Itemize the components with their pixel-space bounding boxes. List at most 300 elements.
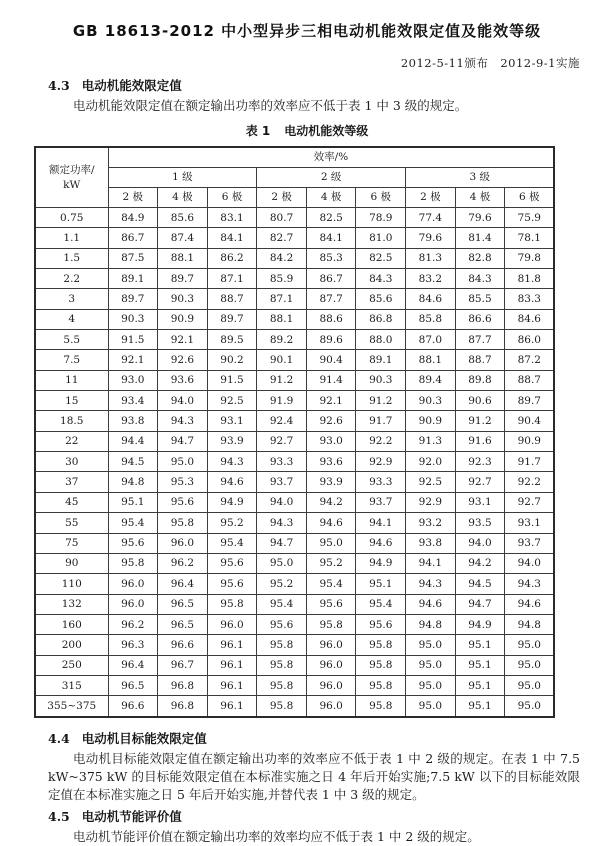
efficiency-cell: 95.1: [455, 655, 505, 675]
efficiency-cell: 93.1: [207, 411, 257, 431]
efficiency-cell: 90.9: [505, 431, 555, 451]
efficiency-cell: 93.9: [207, 431, 257, 451]
efficiency-cell: 94.6: [356, 533, 406, 553]
efficiency-cell: 94.8: [108, 472, 158, 492]
pole-header: 2 极: [406, 188, 456, 208]
power-cell: 90: [35, 553, 108, 573]
power-cell: 30: [35, 452, 108, 472]
efficiency-cell: 90.6: [455, 391, 505, 411]
efficiency-cell: 84.6: [505, 309, 555, 329]
grade-3-header: 3 级: [406, 168, 555, 188]
efficiency-cell: 85.6: [158, 208, 208, 228]
section-4-3-heading: [48, 76, 580, 94]
efficiency-cell: 89.1: [356, 350, 406, 370]
table-row: [35, 228, 554, 248]
efficiency-cell: 77.4: [406, 208, 456, 228]
efficiency-cell: 93.8: [406, 533, 456, 553]
table-row: [35, 248, 554, 268]
efficiency-cell: 81.4: [455, 228, 505, 248]
efficiency-cell: 93.6: [158, 370, 208, 390]
power-cell: 4: [35, 309, 108, 329]
efficiency-cell: 75.9: [505, 208, 555, 228]
efficiency-cell: 91.2: [356, 391, 406, 411]
table-row: [35, 330, 554, 350]
table-row: [35, 492, 554, 512]
efficiency-cell: 94.9: [207, 492, 257, 512]
efficiency-cell: 95.8: [356, 655, 406, 675]
power-cell: 55: [35, 513, 108, 533]
table-row: [35, 309, 554, 329]
efficiency-cell: 95.0: [505, 655, 555, 675]
efficiency-cell: 85.6: [356, 289, 406, 309]
efficiency-cell: 94.2: [455, 553, 505, 573]
efficiency-cell: 89.7: [505, 391, 555, 411]
efficiency-cell: 91.4: [306, 370, 356, 390]
efficiency-cell: 94.3: [505, 574, 555, 594]
efficiency-cell: 94.1: [356, 513, 406, 533]
efficiency-cell: 95.6: [306, 594, 356, 614]
efficiency-header: 效率/%: [108, 147, 554, 168]
efficiency-cell: 95.8: [356, 635, 406, 655]
efficiency-cell: 94.6: [505, 594, 555, 614]
efficiency-cell: 94.6: [207, 472, 257, 492]
power-cell: 37: [35, 472, 108, 492]
table-caption-number: 表 1: [245, 124, 271, 138]
efficiency-cell: 92.5: [406, 472, 456, 492]
efficiency-cell: 90.2: [207, 350, 257, 370]
efficiency-cell: 92.7: [455, 472, 505, 492]
efficiency-cell: 95.4: [306, 574, 356, 594]
efficiency-cell: 92.3: [455, 452, 505, 472]
table-row: [35, 635, 554, 655]
power-cell: 1.5: [35, 248, 108, 268]
efficiency-cell: 92.5: [207, 391, 257, 411]
efficiency-cell: 95.2: [207, 513, 257, 533]
efficiency-cell: 93.2: [406, 513, 456, 533]
table-row: [35, 208, 554, 228]
efficiency-cell: 86.0: [505, 330, 555, 350]
efficiency-cell: 91.7: [356, 411, 406, 431]
efficiency-cell: 85.3: [306, 248, 356, 268]
table-row: [35, 614, 554, 634]
table-caption-title: 电动机能效等级: [284, 124, 369, 138]
table-row: [35, 370, 554, 390]
pole-header: 2 极: [257, 188, 307, 208]
table-header: [35, 147, 554, 208]
efficiency-cell: 92.1: [158, 330, 208, 350]
efficiency-cell: 87.0: [406, 330, 456, 350]
efficiency-cell: 95.6: [158, 492, 208, 512]
efficiency-cell: 81.0: [356, 228, 406, 248]
efficiency-cell: 95.1: [356, 574, 406, 594]
efficiency-cell: 95.0: [406, 655, 456, 675]
table-row: [35, 675, 554, 695]
efficiency-cell: 95.8: [207, 594, 257, 614]
efficiency-cell: 95.1: [455, 635, 505, 655]
efficiency-table: [34, 146, 555, 718]
efficiency-cell: 94.0: [505, 553, 555, 573]
section-4-4-heading: [48, 729, 580, 747]
efficiency-cell: 94.8: [406, 614, 456, 634]
efficiency-cell: 94.0: [257, 492, 307, 512]
efficiency-cell: 95.0: [306, 533, 356, 553]
efficiency-cell: 87.7: [455, 330, 505, 350]
efficiency-cell: 94.3: [257, 513, 307, 533]
efficiency-cell: 93.3: [356, 472, 406, 492]
efficiency-cell: 91.7: [505, 452, 555, 472]
power-cell: 11: [35, 370, 108, 390]
efficiency-cell: 93.1: [455, 492, 505, 512]
efficiency-cell: 94.0: [455, 533, 505, 553]
table-row: [35, 472, 554, 492]
efficiency-cell: 95.6: [356, 614, 406, 634]
efficiency-cell: 96.5: [158, 614, 208, 634]
efficiency-cell: 84.6: [406, 289, 456, 309]
efficiency-cell: 86.8: [356, 309, 406, 329]
efficiency-cell: 80.7: [257, 208, 307, 228]
efficiency-cell: 94.5: [455, 574, 505, 594]
rated-power-header: [35, 147, 108, 208]
efficiency-cell: 95.8: [356, 675, 406, 695]
power-cell: 3: [35, 289, 108, 309]
efficiency-cell: 94.7: [257, 533, 307, 553]
efficiency-cell: 95.1: [455, 696, 505, 717]
efficiency-cell: 89.8: [455, 370, 505, 390]
power-cell: 45: [35, 492, 108, 512]
efficiency-cell: 96.5: [108, 675, 158, 695]
pole-header: 6 极: [356, 188, 406, 208]
efficiency-cell: 91.6: [455, 431, 505, 451]
efficiency-cell: 93.3: [257, 452, 307, 472]
section-4-5-body: 电动机节能评价值在额定输出功率的效率均应不低于表 1 中 2 级的规定。: [73, 828, 480, 844]
efficiency-cell: 95.0: [505, 675, 555, 695]
efficiency-cell: 90.3: [356, 370, 406, 390]
table-row: [35, 594, 554, 614]
efficiency-cell: 84.3: [356, 269, 406, 289]
efficiency-cell: 96.2: [108, 614, 158, 634]
efficiency-cell: 96.6: [158, 635, 208, 655]
efficiency-cell: 95.6: [207, 574, 257, 594]
power-cell: 18.5: [35, 411, 108, 431]
efficiency-cell: 96.1: [207, 696, 257, 717]
section-title: 电动机能效限定值: [81, 78, 182, 93]
efficiency-cell: 94.9: [455, 614, 505, 634]
efficiency-cell: 86.7: [108, 228, 158, 248]
efficiency-cell: 94.9: [356, 553, 406, 573]
efficiency-cell: 89.1: [108, 269, 158, 289]
efficiency-cell: 90.4: [505, 411, 555, 431]
efficiency-cell: 83.1: [207, 208, 257, 228]
table-row: [35, 696, 554, 717]
efficiency-cell: 95.0: [505, 696, 555, 717]
efficiency-cell: 93.0: [306, 431, 356, 451]
efficiency-cell: 79.8: [505, 248, 555, 268]
power-cell: 355~375: [35, 696, 108, 717]
efficiency-cell: 87.1: [207, 269, 257, 289]
efficiency-cell: 86.6: [455, 309, 505, 329]
grade-2-header: 2 级: [257, 168, 406, 188]
efficiency-cell: 95.8: [257, 655, 307, 675]
efficiency-cell: 93.5: [455, 513, 505, 533]
power-cell: 315: [35, 675, 108, 695]
efficiency-cell: 81.3: [406, 248, 456, 268]
efficiency-cell: 92.7: [505, 492, 555, 512]
table-row: [35, 289, 554, 309]
power-cell: 250: [35, 655, 108, 675]
section-number: 4.4: [48, 730, 70, 746]
efficiency-cell: 94.8: [505, 614, 555, 634]
efficiency-cell: 95.3: [158, 472, 208, 492]
power-cell: 22: [35, 431, 108, 451]
table-body: [35, 208, 554, 717]
efficiency-cell: 95.4: [207, 533, 257, 553]
efficiency-cell: 84.1: [207, 228, 257, 248]
efficiency-cell: 82.5: [356, 248, 406, 268]
efficiency-cell: 96.2: [158, 553, 208, 573]
efficiency-cell: 95.4: [257, 594, 307, 614]
efficiency-cell: 82.8: [455, 248, 505, 268]
efficiency-cell: 85.8: [406, 309, 456, 329]
efficiency-cell: 94.1: [406, 553, 456, 573]
efficiency-cell: 96.0: [207, 614, 257, 634]
efficiency-cell: 95.4: [108, 513, 158, 533]
table-row: [35, 574, 554, 594]
efficiency-cell: 90.9: [406, 411, 456, 431]
efficiency-cell: 95.0: [158, 452, 208, 472]
efficiency-cell: 93.7: [356, 492, 406, 512]
efficiency-cell: 95.6: [108, 533, 158, 553]
efficiency-cell: 78.1: [505, 228, 555, 248]
section-4-4-body: 电动机目标能效限定值在额定输出功率的效率应不低于表 1 中 2 级的规定。在表 1 中 7.5 kW~375 kW 的目标能效限定值在本标准实施之日 4 年后开始实施;7.5 kW 以下的目标能效限定值在本标准实施之日 5 年后开始实施,并替代表 1 中 3 级的规定。: [48, 750, 580, 802]
efficiency-cell: 96.3: [108, 635, 158, 655]
efficiency-cell: 88.7: [455, 350, 505, 370]
efficiency-cell: 95.8: [108, 553, 158, 573]
efficiency-cell: 79.6: [455, 208, 505, 228]
efficiency-cell: 89.6: [306, 330, 356, 350]
efficiency-cell: 95.6: [207, 553, 257, 573]
power-cell: 0.75: [35, 208, 108, 228]
efficiency-cell: 91.5: [207, 370, 257, 390]
efficiency-cell: 91.3: [406, 431, 456, 451]
efficiency-cell: 87.2: [505, 350, 555, 370]
rated-power-header-line2: kW: [63, 178, 81, 191]
section-number: 4.5: [48, 808, 70, 824]
efficiency-cell: 88.7: [207, 289, 257, 309]
efficiency-cell: 94.2: [306, 492, 356, 512]
efficiency-cell: 96.0: [108, 574, 158, 594]
efficiency-cell: 81.8: [505, 269, 555, 289]
efficiency-cell: 95.0: [406, 675, 456, 695]
efficiency-cell: 96.0: [306, 655, 356, 675]
efficiency-cell: 92.2: [505, 472, 555, 492]
efficiency-cell: 94.7: [158, 431, 208, 451]
efficiency-cell: 96.1: [207, 675, 257, 695]
pole-header: 4 极: [306, 188, 356, 208]
efficiency-cell: 84.2: [257, 248, 307, 268]
grade-1-header: 1 级: [108, 168, 257, 188]
rated-power-header-line1: 额定功率/: [48, 164, 95, 177]
efficiency-cell: 92.6: [158, 350, 208, 370]
power-cell: 7.5: [35, 350, 108, 370]
efficiency-cell: 92.9: [356, 452, 406, 472]
efficiency-cell: 87.7: [306, 289, 356, 309]
efficiency-cell: 96.0: [306, 635, 356, 655]
power-cell: 1.1: [35, 228, 108, 248]
efficiency-cell: 78.9: [356, 208, 406, 228]
efficiency-cell: 87.5: [108, 248, 158, 268]
efficiency-cell: 94.4: [108, 431, 158, 451]
efficiency-cell: 90.1: [257, 350, 307, 370]
efficiency-cell: 91.2: [455, 411, 505, 431]
efficiency-cell: 84.1: [306, 228, 356, 248]
efficiency-cell: 93.1: [505, 513, 555, 533]
power-cell: 200: [35, 635, 108, 655]
efficiency-cell: 95.0: [257, 553, 307, 573]
power-cell: 75: [35, 533, 108, 553]
efficiency-cell: 92.0: [406, 452, 456, 472]
power-cell: 160: [35, 614, 108, 634]
efficiency-cell: 96.7: [158, 655, 208, 675]
power-cell: 5.5: [35, 330, 108, 350]
table-row: [35, 269, 554, 289]
efficiency-cell: 91.9: [257, 391, 307, 411]
efficiency-cell: 90.3: [406, 391, 456, 411]
efficiency-cell: 96.5: [158, 594, 208, 614]
efficiency-cell: 96.0: [306, 675, 356, 695]
efficiency-cell: 95.8: [257, 696, 307, 717]
efficiency-cell: 93.7: [257, 472, 307, 492]
document-title: GB 18613-2012 中小型异步三相电动机能效限定值及能效等级: [72, 22, 542, 40]
efficiency-cell: 94.3: [158, 411, 208, 431]
efficiency-cell: 96.8: [158, 696, 208, 717]
efficiency-cell: 95.2: [306, 553, 356, 573]
table-row: [35, 431, 554, 451]
table-row: [35, 411, 554, 431]
efficiency-cell: 87.4: [158, 228, 208, 248]
table-row: [35, 513, 554, 533]
efficiency-cell: 91.5: [108, 330, 158, 350]
efficiency-cell: 94.5: [108, 452, 158, 472]
promulgation-dates: 2012-5-11颁布 2012-9-1实施: [400, 56, 580, 70]
efficiency-cell: 95.8: [356, 696, 406, 717]
efficiency-cell: 96.8: [158, 675, 208, 695]
efficiency-cell: 94.0: [158, 391, 208, 411]
efficiency-cell: 94.3: [207, 452, 257, 472]
efficiency-cell: 93.8: [108, 411, 158, 431]
efficiency-cell: 89.7: [158, 269, 208, 289]
pole-header: 6 极: [505, 188, 555, 208]
efficiency-cell: 90.3: [158, 289, 208, 309]
efficiency-cell: 88.1: [257, 309, 307, 329]
power-cell: 2.2: [35, 269, 108, 289]
efficiency-cell: 83.3: [505, 289, 555, 309]
efficiency-cell: 96.1: [207, 655, 257, 675]
efficiency-cell: 95.8: [257, 675, 307, 695]
efficiency-cell: 95.8: [158, 513, 208, 533]
efficiency-cell: 92.4: [257, 411, 307, 431]
efficiency-cell: 95.6: [257, 614, 307, 634]
efficiency-cell: 93.4: [108, 391, 158, 411]
efficiency-cell: 92.1: [306, 391, 356, 411]
efficiency-cell: 88.7: [505, 370, 555, 390]
table-row: [35, 533, 554, 553]
efficiency-cell: 93.9: [306, 472, 356, 492]
section-title: 电动机目标能效限定值: [81, 730, 207, 746]
efficiency-cell: 82.5: [306, 208, 356, 228]
efficiency-cell: 86.7: [306, 269, 356, 289]
efficiency-cell: 94.6: [406, 594, 456, 614]
efficiency-cell: 89.7: [108, 289, 158, 309]
efficiency-cell: 87.1: [257, 289, 307, 309]
efficiency-cell: 85.5: [455, 289, 505, 309]
efficiency-cell: 94.7: [455, 594, 505, 614]
table-row: [35, 553, 554, 573]
efficiency-cell: 89.4: [406, 370, 456, 390]
section-number: 4.3: [48, 78, 70, 93]
efficiency-cell: 94.6: [306, 513, 356, 533]
efficiency-cell: 96.0: [306, 696, 356, 717]
efficiency-cell: 96.4: [108, 655, 158, 675]
table-row: [35, 655, 554, 675]
efficiency-cell: 91.2: [257, 370, 307, 390]
efficiency-cell: 95.1: [108, 492, 158, 512]
efficiency-cell: 92.2: [356, 431, 406, 451]
efficiency-cell: 96.0: [108, 594, 158, 614]
efficiency-cell: 96.1: [207, 635, 257, 655]
efficiency-cell: 95.0: [406, 696, 456, 717]
efficiency-cell: 94.3: [406, 574, 456, 594]
efficiency-cell: 88.1: [406, 350, 456, 370]
efficiency-cell: 90.4: [306, 350, 356, 370]
efficiency-cell: 82.7: [257, 228, 307, 248]
efficiency-cell: 88.1: [158, 248, 208, 268]
efficiency-cell: 90.9: [158, 309, 208, 329]
pole-header: 4 极: [158, 188, 208, 208]
efficiency-cell: 95.2: [257, 574, 307, 594]
efficiency-cell: 95.8: [257, 635, 307, 655]
section-4-5-heading: [48, 807, 580, 825]
efficiency-cell: 93.0: [108, 370, 158, 390]
efficiency-cell: 96.4: [158, 574, 208, 594]
efficiency-cell: 89.2: [257, 330, 307, 350]
power-cell: 110: [35, 574, 108, 594]
power-cell: 132: [35, 594, 108, 614]
efficiency-cell: 95.4: [356, 594, 406, 614]
table-row: [35, 391, 554, 411]
efficiency-cell: 85.9: [257, 269, 307, 289]
pole-header: 6 极: [207, 188, 257, 208]
efficiency-cell: 92.6: [306, 411, 356, 431]
pole-header: 2 极: [108, 188, 158, 208]
efficiency-cell: 84.9: [108, 208, 158, 228]
efficiency-cell: 96.0: [158, 533, 208, 553]
efficiency-cell: 95.8: [306, 614, 356, 634]
efficiency-cell: 96.6: [108, 696, 158, 717]
table-row: [35, 350, 554, 370]
pole-header: 4 极: [455, 188, 505, 208]
section-title: 电动机节能评价值: [81, 808, 182, 824]
efficiency-cell: 95.0: [406, 635, 456, 655]
efficiency-cell: 88.0: [356, 330, 406, 350]
efficiency-cell: 83.2: [406, 269, 456, 289]
efficiency-cell: 79.6: [406, 228, 456, 248]
efficiency-cell: 90.3: [108, 309, 158, 329]
efficiency-cell: 93.6: [306, 452, 356, 472]
efficiency-cell: 88.6: [306, 309, 356, 329]
efficiency-cell: 95.1: [455, 675, 505, 695]
efficiency-cell: 89.7: [207, 309, 257, 329]
efficiency-cell: 84.3: [455, 269, 505, 289]
